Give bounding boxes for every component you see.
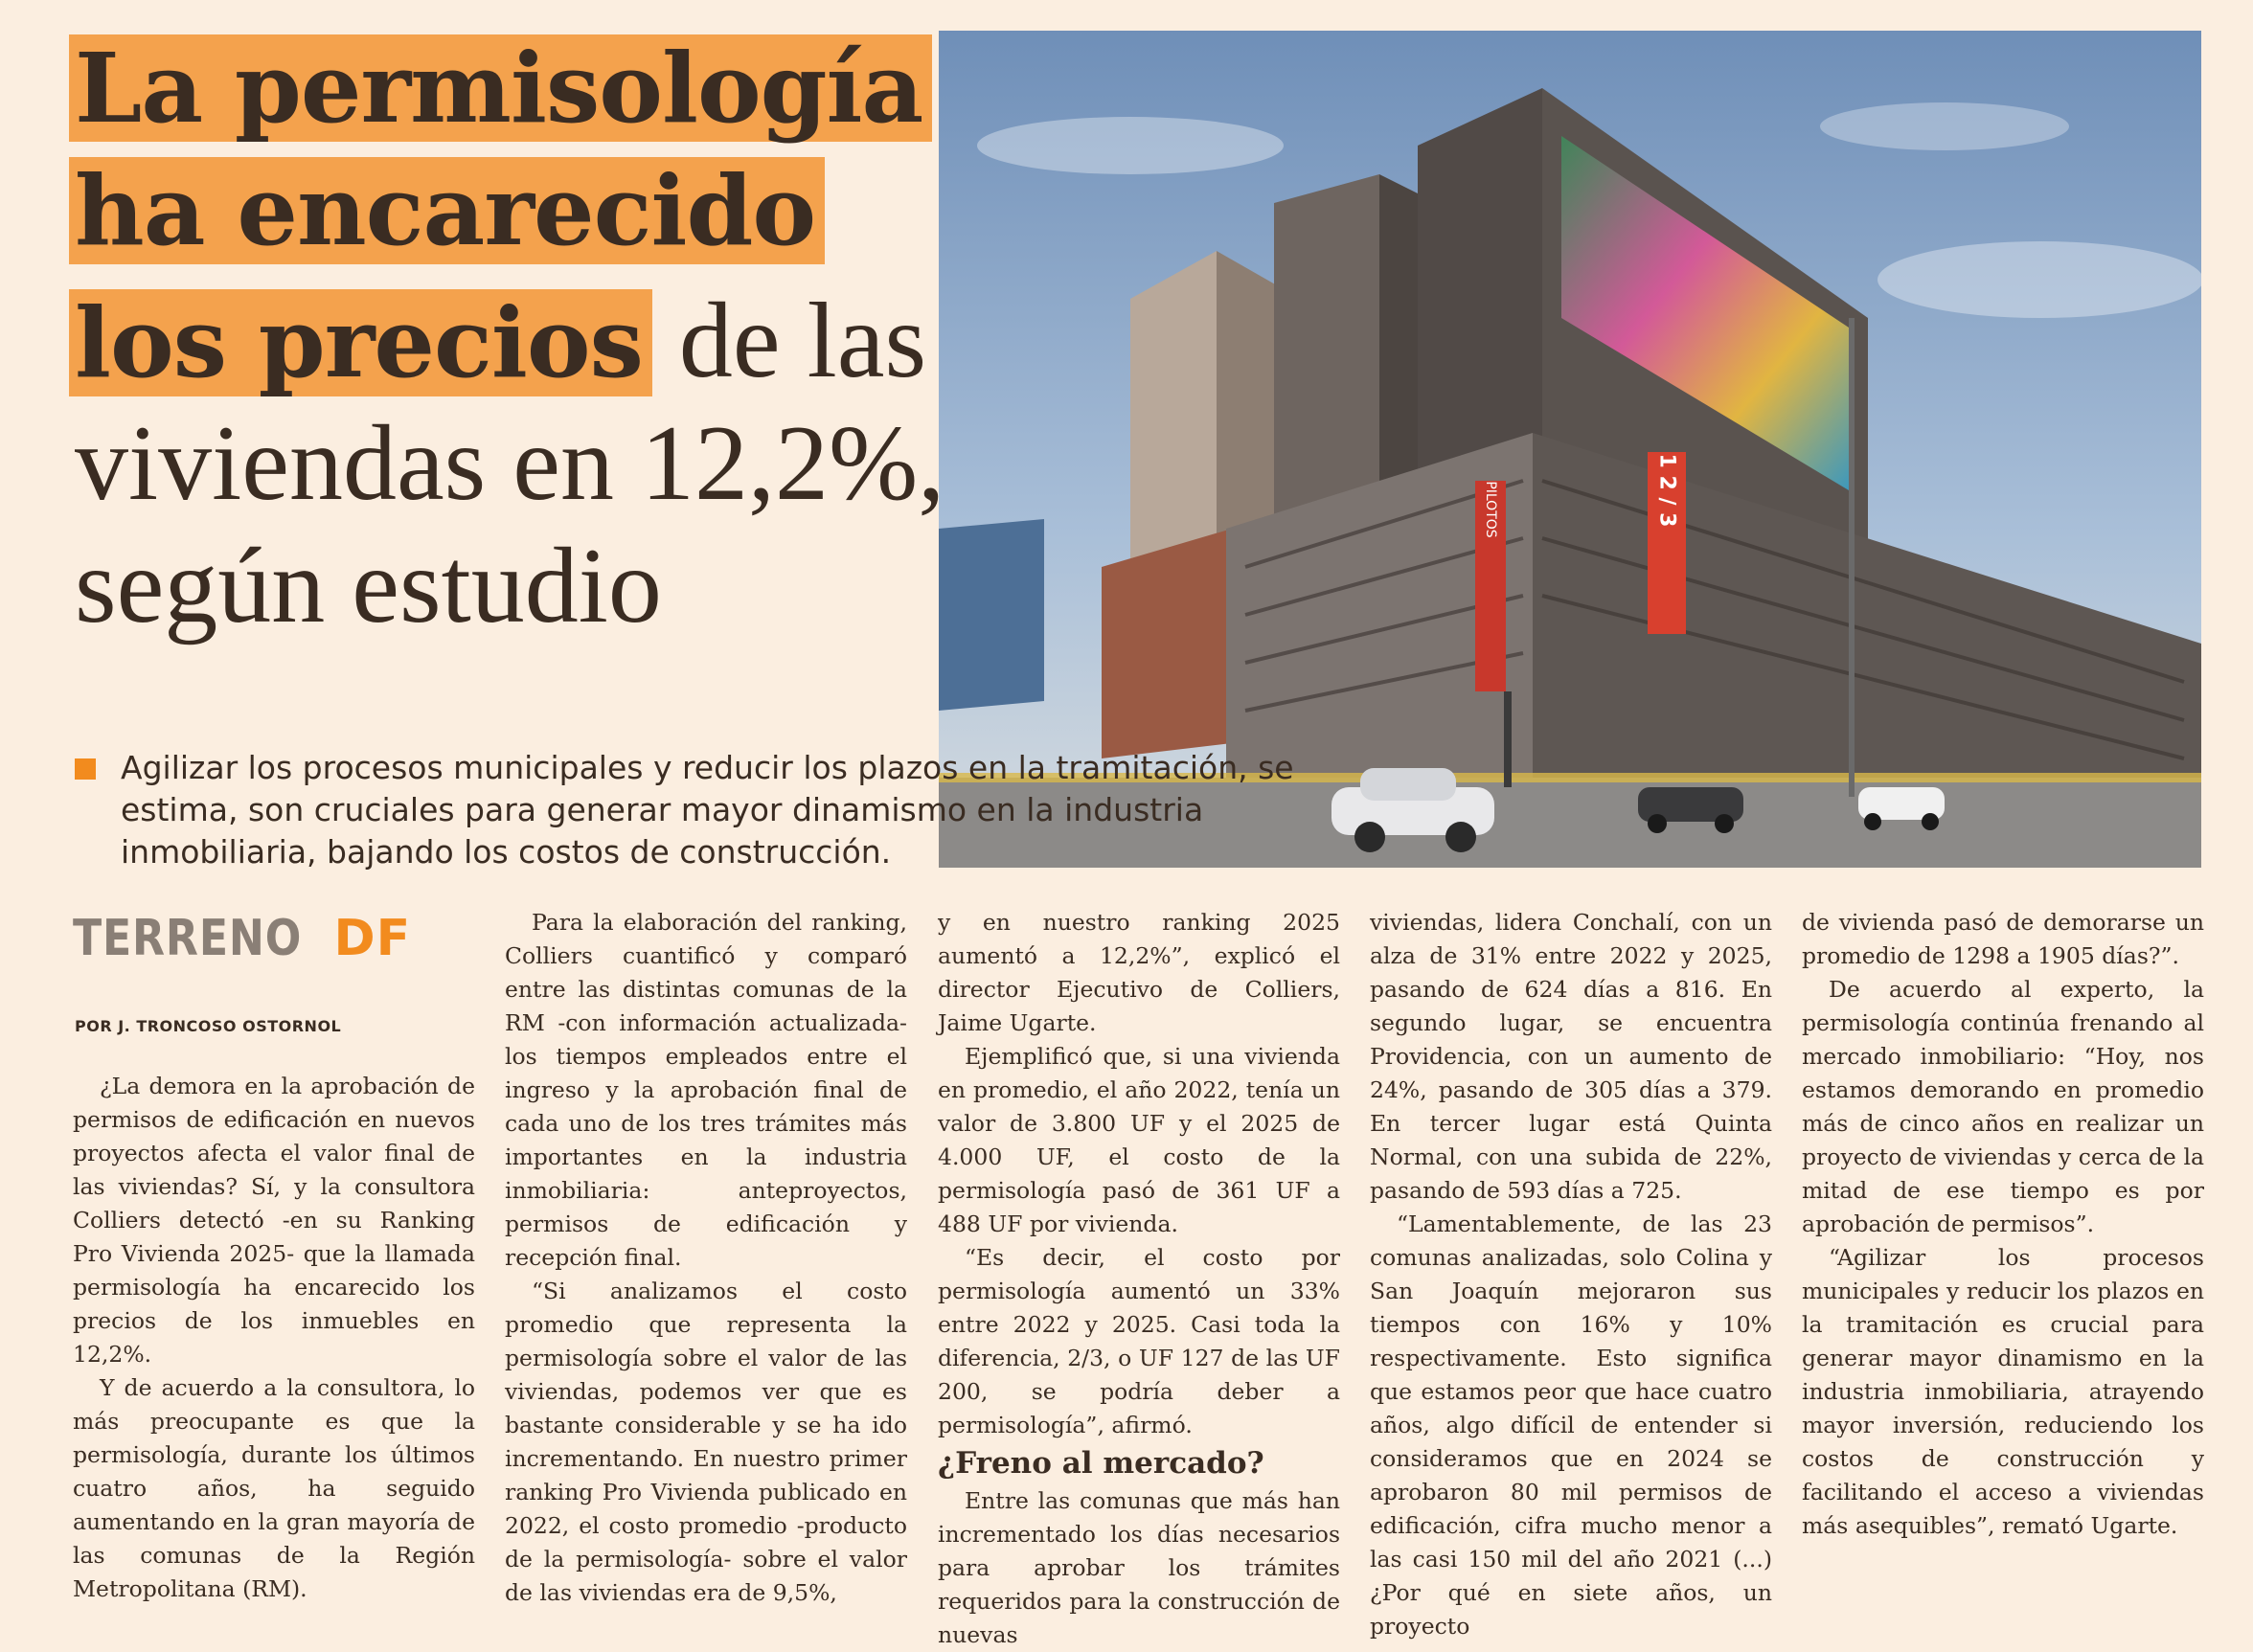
section-brand-df: DF — [333, 910, 412, 967]
paragraph: viviendas, lidera Conchalí, con un alza de 31% entre 2022 y 2025, pasando de 624 días a 816. En segundo lugar, se encuentra Providencia, con un aumento de 24%, pasando de 305 días a 379. En tercer lugar está Quinta Normal, con una subida de 22%, pasando de 593 días a 725. — [1370, 909, 1772, 1204]
headline-line-3-light: de las — [651, 282, 927, 400]
lead-paragraph — [75, 747, 1320, 873]
section-brand — [73, 910, 411, 967]
headline-line-3-bold: los precios — [69, 289, 652, 396]
byline: POR J. TRONCOSO OSTORNOL — [75, 1017, 342, 1035]
square-bullet-icon — [75, 758, 96, 780]
pilotos-sign-text: PILOTOS — [1483, 481, 1498, 538]
headline-line-4: viviendas en 12,2%, — [75, 404, 945, 523]
body-column-4 — [1370, 906, 1772, 1643]
paragraph: Ejemplificó que, si una vivienda en promedio, el año 2022, tenía un valor de 3.800 UF y el 2025 de 4.000 UF, el costo de la permisología pasó de 361 UF a 488 UF por vivienda. — [938, 1043, 1340, 1237]
paragraph: De acuerdo al experto, la permisología continúa frenando al mercado inmobiliario: “Hoy, nos estamos demorando en promedio más de cinco años en realizar un proyecto de viviendas y cerca de la mitad de ese tiempo es por aprobación de permisos”. — [1802, 976, 2204, 1237]
body-column-3 — [938, 906, 1340, 1652]
paragraph: “Es decir, el costo por permisología aumentó un 33% entre 2022 y 2025. Casi toda la diferencia, 2/3, o UF 127 de las UF 200, se podría deber a permisología”, afirmó. — [938, 1244, 1340, 1438]
body-column-1 — [73, 1070, 475, 1606]
headline-line-1: La permisología — [69, 34, 932, 142]
paragraph: “Lamentablemente, de las 23 comunas analizadas, solo Colina y San Joaquín mejoraron sus tiempos con 16% y 10% respectivamente. Esto significa que estamos peor que hace cuatro años, algo difícil de entender si consideramos que en 2024 se aprobaron 80 mil permisos de edificación, cifra mucho menor a las casi 150 mil del año 2021 (...) ¿Por qué en siete años, un proyecto — [1370, 1211, 1772, 1640]
paragraph: Y de acuerdo a la consultora, lo más preocupante es que la permisología, durante los últimos cuatro años, ha seguido aumentando en la gran mayoría de las comunas de la Región Metropolitana (RM). — [73, 1374, 475, 1602]
paragraph: y en nuestro ranking 2025 aumentó a 12,2%”, explicó el director Ejecutivo de Colliers, Jaime Ugarte. — [938, 909, 1340, 1036]
body-column-5 — [1802, 906, 2204, 1543]
paragraph: Para la elaboración del ranking, Colliers cuantificó y comparó entre las distintas comunas de la RM -con información actualizada- los tiempos empleados entre el ingreso y la aprobación final de cada uno de los tres trámites más importantes en la industria inmobiliaria: anteproyectos, permisos de edificación y recepción final. — [505, 909, 907, 1271]
paragraph: ¿La demora en la aprobación de permisos de edificación en nuevos proyectos afecta el valor final de las viviendas? Sí, y la consultora Colliers detectó -en su Ranking Pro Vivienda 2025- que la llamada permisología ha encarecido los precios de los inmuebles en 12,2%. — [73, 1073, 475, 1368]
paragraph: “Si analizamos el costo promedio que representa la permisología sobre el valor de las viviendas, podemos ver que es bastante considerable y se ha ido incrementando. En nuestro primer ranking Pro Vivienda publicado en 2022, el costo promedio -producto de la permisología- sobre el valor de las viviendas era de 9,5%, — [505, 1278, 907, 1606]
subheading: ¿Freno al mercado? — [938, 1446, 1264, 1481]
headline-line-2: ha encarecido — [69, 157, 825, 264]
lead-text: Agilizar los procesos municipales y reducir los plazos en la tramitación, se estima, son cruciales para generar mayor dinamismo en la industria inmobiliaria, bajando los costos de construcción. — [121, 749, 1294, 871]
paragraph: Entre las comunas que más han incrementado los días necesarios para aprobar los trámites requeridos para la construcción de nuevas — [938, 1487, 1340, 1648]
traffic-light — [1504, 691, 1512, 787]
article-photo — [939, 31, 2201, 868]
numbers-sign-text: 1 2 / 3 — [1654, 453, 1679, 528]
body-column-2 — [505, 906, 907, 1610]
headline — [69, 34, 1075, 647]
paragraph: de vivienda pasó de demorarse un promedio de 1298 a 1905 días?”. — [1802, 909, 2204, 969]
headline-line-5: según estudio — [75, 527, 662, 645]
paragraph: “Agilizar los procesos municipales y reducir los plazos en la tramitación es crucial para generar mayor dinamismo en la industria inmobiliaria, atrayendo mayor inversión, reduciendo los costos de construcción y facilitando el acceso a viviendas más asequibles”, remató Ugarte. — [1802, 1244, 2204, 1539]
street-pole — [1849, 318, 1855, 797]
section-brand-terreno: TERRENO — [73, 910, 303, 967]
building-photo-illustration — [939, 31, 2201, 868]
